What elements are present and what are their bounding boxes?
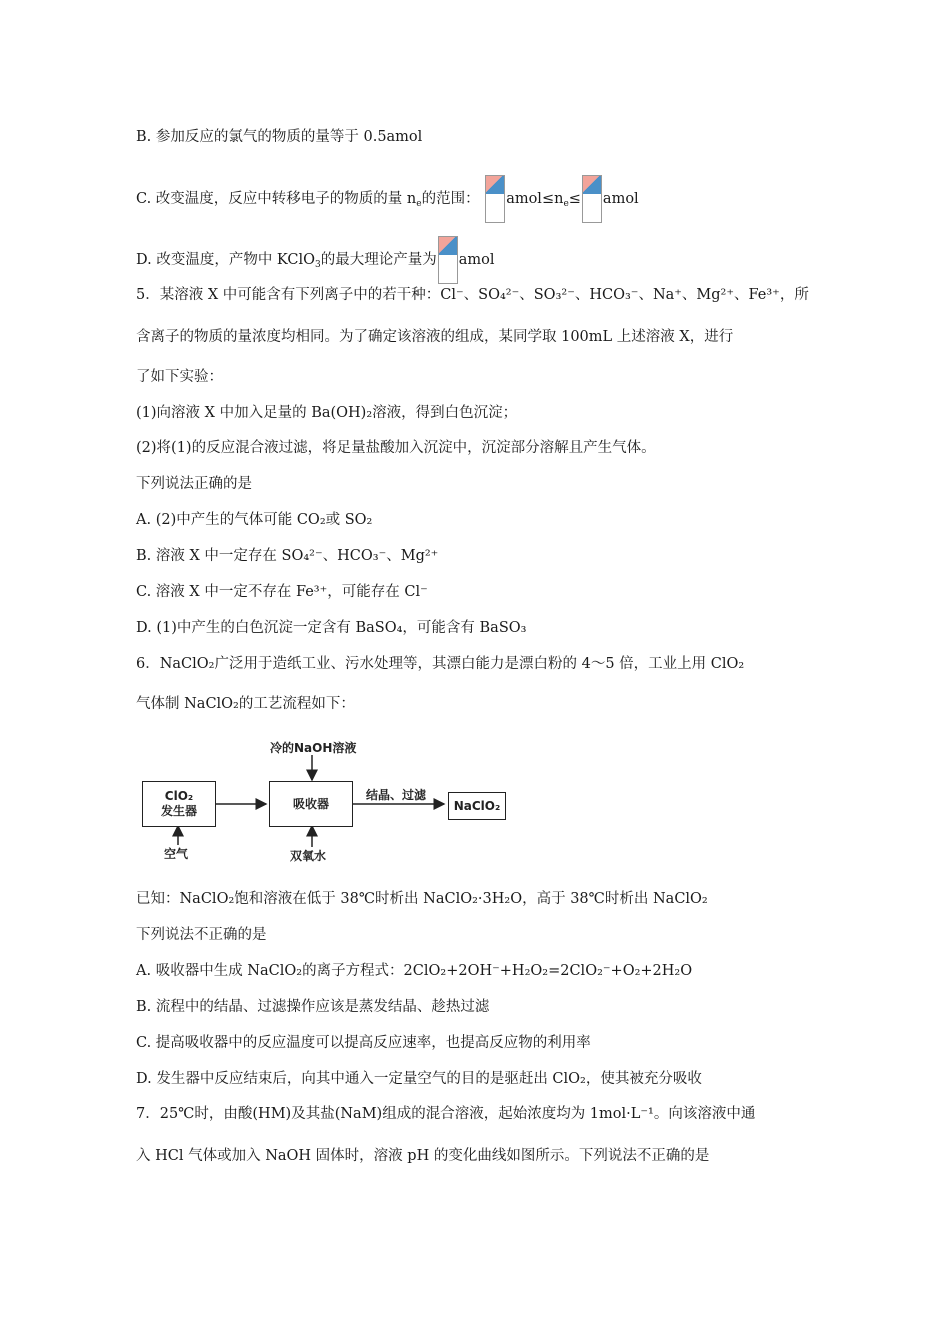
q7-stem-line1: 7．25℃时，由酸(HM)及其盐(NaM)组成的混合溶液，起始浓度均为 1mol·L⁻¹。向该溶液中通	[136, 1106, 756, 1122]
q5-option-d: D. (1)中产生的白色沉淀一定含有 BaSO₄，可能含有 BaSO₃	[136, 620, 527, 636]
broken-image-icon	[582, 175, 602, 223]
q4-option-b: B. 参加反应的氯气的物质的量等于 0.5amol	[136, 129, 423, 145]
broken-image-icon	[485, 175, 505, 223]
q4-option-d	[136, 236, 495, 284]
flow-h2o2-label: 双氧水	[290, 849, 327, 863]
subscript: e	[416, 199, 422, 209]
q5-question: 下列说法正确的是	[136, 476, 252, 492]
q6-option-c: C. 提高吸收器中的反应温度可以提高反应速率，也提高反应物的利用率	[136, 1035, 591, 1051]
flow-generator-line2: 发生器	[160, 804, 197, 818]
q4-option-c-text: C. 改变温度，反应中转移电子的物质的量 n	[136, 191, 417, 207]
q4-option-c	[136, 175, 639, 223]
q5-stem-line1: 5．某溶液 X 中可能含有下列离子中的若干种：Cl⁻、SO₄²⁻、SO₃²⁻、HCO₃⁻、Na⁺、Mg²⁺、Fe³⁺，所	[136, 287, 809, 303]
q4-option-d-text: D. 改变温度，产物中 KClO	[136, 252, 315, 268]
q4-option-c-unit1: amol≤n	[506, 191, 564, 207]
q5-step2: (2)将(1)的反应混合液过滤，将足量盐酸加入沉淀中，沉淀部分溶解且产生气体。	[136, 440, 656, 456]
q6-stem-line1: 6．NaClO₂广泛用于造纸工业、污水处理等，其漂白能力是漂白粉的 4～5 倍，工业上用 ClO₂	[136, 656, 745, 672]
flow-generator-line1: ClO₂	[164, 789, 194, 803]
flow-generator-box	[142, 781, 216, 827]
q5-option-b: B. 溶液 X 中一定存在 SO₄²⁻、HCO₃⁻、Mg²⁺	[136, 548, 439, 564]
subscript: 3	[315, 260, 321, 270]
q6-known: 已知：NaClO₂饱和溶液在低于 38℃时析出 NaClO₂·3H₂O，高于 38℃时析出 NaClO₂	[136, 891, 708, 907]
q4-option-c-unit2: amol	[602, 191, 639, 207]
subscript: e	[563, 199, 569, 209]
q4-option-c-le: ≤	[568, 191, 581, 207]
q4-option-d-text2: 的最大理论产量为	[320, 252, 437, 268]
q4-option-d-unit: amol	[458, 252, 495, 268]
q6-option-d: D. 发生器中反应结束后，向其中通入一定量空气的目的是驱赶出 ClO₂，使其被充分吸收	[136, 1071, 702, 1087]
q5-step1: (1)向溶液 X 中加入足量的 Ba(OH)₂溶液，得到白色沉淀；	[136, 405, 518, 421]
q7-stem-line2: 入 HCl 气体或加入 NaOH 固体时，溶液 pH 的变化曲线如图所示。下列说法不正确的是	[136, 1148, 710, 1164]
broken-image-icon	[438, 236, 458, 284]
flow-product-box: NaClO₂	[448, 792, 506, 820]
q6-option-a: A. 吸收器中生成 NaClO₂的离子方程式：2ClO₂+2OH⁻+H₂O₂=2ClO₂⁻+O₂+2H₂O	[136, 963, 693, 979]
flow-air-label: 空气	[164, 847, 189, 861]
q5-stem-line3: 了如下实验：	[136, 369, 223, 385]
q6-question: 下列说法不正确的是	[136, 927, 267, 943]
q4-option-c-text2: 的范围：	[421, 191, 480, 207]
q5-option-c: C. 溶液 X 中一定不存在 Fe³⁺，可能存在 Cl⁻	[136, 584, 428, 600]
flow-naoh-label: 冷的NaOH溶液	[270, 741, 357, 755]
flow-absorber-box: 吸收器	[269, 781, 353, 827]
q5-option-a: A. (2)中产生的气体可能 CO₂或 SO₂	[136, 512, 373, 528]
q6-stem-line2: 气体制 NaClO₂的工艺流程如下：	[136, 696, 355, 712]
process-flow-diagram	[138, 733, 518, 863]
q6-option-b: B. 流程中的结晶、过滤操作应该是蒸发结晶、趁热过滤	[136, 999, 490, 1015]
q5-stem-line2: 含离子的物质的量浓度均相同。为了确定该溶液的组成，某同学取 100mL 上述溶液 X，进行	[136, 329, 734, 345]
flow-crystallize-label: 结晶、过滤	[366, 788, 427, 802]
